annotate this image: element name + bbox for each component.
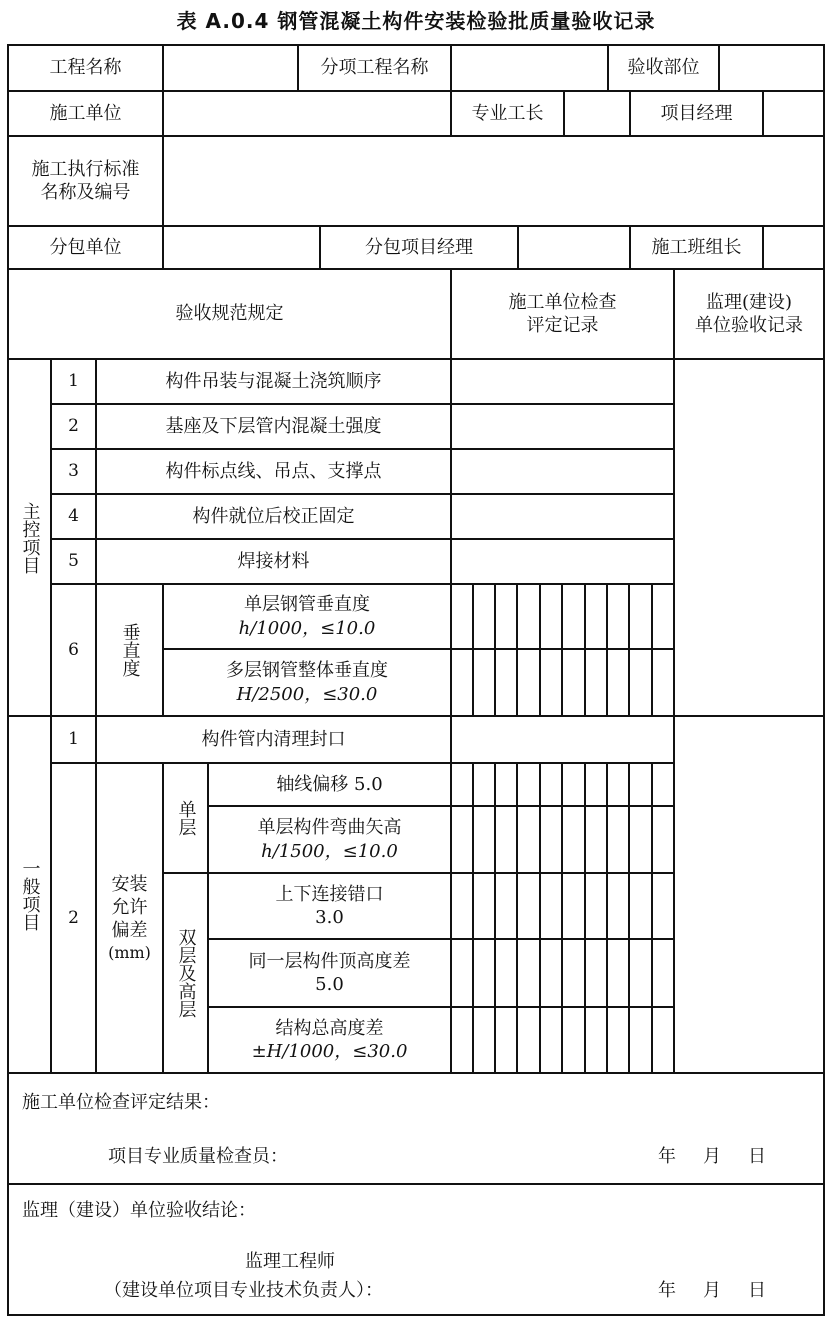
sub-item-line2: ±H/1000，≤30.0 [251, 1041, 408, 1062]
item-number: 2 [68, 416, 79, 437]
grid-line [628, 762, 630, 1072]
item-text: 构件管内清理封口 [201, 728, 346, 750]
year-label: 年 [658, 1146, 676, 1168]
item-number: 5 [68, 551, 79, 572]
item-number: 4 [68, 506, 79, 527]
sub-item-line1: 单层钢管垂直度 [244, 594, 370, 616]
sub-item [209, 1008, 450, 1072]
item-text: 基座及下层管内混凝土强度 [165, 415, 382, 437]
grid-line [472, 762, 474, 1072]
conclusion-label: 监理（建设）单位验收结论： [22, 1200, 256, 1222]
month-label: 月 [703, 1280, 721, 1302]
multi-layer-text: 双层及高层 [175, 928, 197, 1018]
sub-item-line1: 上下连接错口 [275, 883, 384, 905]
check-cell[interactable] [452, 540, 673, 583]
construction-unit-label: 施工单位 [49, 102, 122, 124]
item-number: 2 [68, 907, 79, 928]
pm-label: 项目经理 [660, 102, 733, 124]
construction-check-line1: 施工单位检查 [508, 291, 617, 313]
main-control-text: 主控项目 [19, 501, 41, 574]
item-number: 1 [68, 729, 79, 750]
accept-part-label: 验收部位 [627, 57, 700, 79]
sub-item: 轴线偏移 5.0 [276, 773, 383, 795]
check-cell[interactable] [452, 450, 673, 493]
grid-line [584, 762, 586, 1072]
construction-unit-field[interactable] [164, 92, 450, 135]
sub-item [209, 874, 450, 938]
engineer-sub-label: （建设单位项目专业技术负责人）： [104, 1280, 383, 1302]
year-label: 年 [658, 1280, 676, 1302]
engineer-label: 监理工程师 [245, 1251, 335, 1273]
standard-label-line2: 名称及编号 [40, 182, 131, 203]
supervisor-main-cell[interactable] [675, 360, 823, 715]
accept-part-field[interactable] [720, 46, 823, 90]
supervisor-header [675, 270, 823, 358]
standard-label [9, 137, 162, 225]
sub-pm-label: 分包项目经理 [365, 236, 473, 258]
item-number: 6 [68, 639, 79, 660]
grid-line [651, 583, 653, 715]
sub-item [164, 585, 450, 648]
inspector-label: 项目专业质量检查员： [108, 1146, 288, 1168]
grid-line [584, 583, 586, 715]
supervisor-general-cell[interactable] [675, 717, 823, 1072]
grid-line [539, 762, 541, 1072]
tolerance-line4: (mm) [108, 942, 151, 962]
tolerance-line3: 偏差 [111, 920, 148, 942]
row-line [7, 1183, 825, 1185]
sub-item-line2: 3.0 [315, 907, 344, 928]
day-label: 日 [748, 1280, 766, 1302]
item-number: 3 [68, 461, 79, 482]
project-name-label: 工程名称 [49, 57, 122, 79]
item-text: 构件就位后校正固定 [192, 505, 355, 527]
grid-line [561, 762, 563, 1072]
supervisor-line1: 监理(建设) [705, 291, 793, 313]
general-label [9, 717, 50, 1072]
sub-item [164, 650, 450, 715]
construction-check-header [452, 270, 673, 358]
tolerance-group-label [97, 764, 162, 1072]
supervisor-line2: 单位验收记录 [695, 315, 803, 336]
check-cell[interactable] [452, 405, 673, 448]
grid-line [606, 583, 608, 715]
sub-item-line1: 结构总高度差 [275, 1017, 384, 1039]
grid-line [651, 762, 653, 1072]
main-control-label [9, 360, 50, 715]
general-text: 一般项目 [19, 858, 41, 931]
grid-line [472, 583, 474, 715]
project-name-field[interactable] [164, 46, 297, 90]
check-cell[interactable] [452, 360, 673, 403]
grid-line [494, 762, 496, 1072]
single-layer-text: 单层 [175, 800, 197, 836]
standard-field[interactable] [164, 137, 823, 225]
grid-line [539, 583, 541, 715]
grid-line [561, 583, 563, 715]
sub-pm-field[interactable] [519, 227, 629, 268]
grid-line [606, 762, 608, 1072]
month-label: 月 [703, 1146, 721, 1168]
sub-item-line1: 多层钢管整体垂直度 [226, 660, 388, 682]
item-text: 焊接材料 [237, 550, 310, 572]
grid-line [516, 583, 518, 715]
tolerance-line2: 允许 [111, 896, 148, 918]
single-layer-label [164, 764, 207, 872]
item-text: 构件标点线、吊点、支撑点 [165, 460, 382, 482]
foreman-field[interactable] [565, 92, 629, 135]
sub-item-line1: 同一层构件顶高度差 [248, 950, 411, 972]
pm-field[interactable] [764, 92, 823, 135]
result-field[interactable] [9, 1074, 823, 1183]
sub-item-line2: h/1500，≤10.0 [261, 840, 398, 862]
team-leader-label: 施工班组长 [651, 236, 742, 258]
grid-line [628, 583, 630, 715]
page-title: 表 A.0.4 钢管混凝土构件安装检验批质量验收记录 [176, 9, 656, 33]
subcontractor-label: 分包单位 [49, 236, 122, 258]
foreman-label: 专业工长 [471, 102, 544, 124]
multi-layer-label [164, 874, 207, 1072]
result-label: 施工单位检查评定结果： [22, 1092, 220, 1114]
grid-line [516, 762, 518, 1072]
sub-item-line2: H/2500，≤30.0 [236, 683, 378, 705]
day-label: 日 [748, 1146, 766, 1168]
sub-item [209, 940, 450, 1006]
spec-header: 验收规范规定 [175, 303, 284, 325]
standard-label-line1: 施工执行标准 [31, 158, 140, 180]
team-leader-field[interactable] [764, 227, 823, 268]
grid-line [494, 583, 496, 715]
sub-item [209, 807, 450, 872]
item-text: 构件吊装与混凝土浇筑顺序 [165, 370, 382, 392]
verticality-group-label [97, 585, 162, 715]
sub-project-label: 分项工程名称 [320, 57, 429, 79]
sub-item-line2: 5.0 [315, 974, 344, 995]
check-cell[interactable] [452, 495, 673, 538]
check-cell[interactable] [452, 717, 673, 762]
sub-item-line2: h/1000，≤10.0 [238, 617, 376, 639]
sub-item-line1: 单层构件弯曲矢高 [257, 817, 402, 839]
item-number: 1 [68, 371, 79, 392]
subcontractor-field[interactable] [164, 227, 319, 268]
sub-project-field[interactable] [452, 46, 607, 90]
verticality-text: 垂直度 [119, 623, 141, 677]
tolerance-line1: 安装 [111, 873, 148, 895]
construction-check-line2: 评定记录 [526, 315, 599, 336]
